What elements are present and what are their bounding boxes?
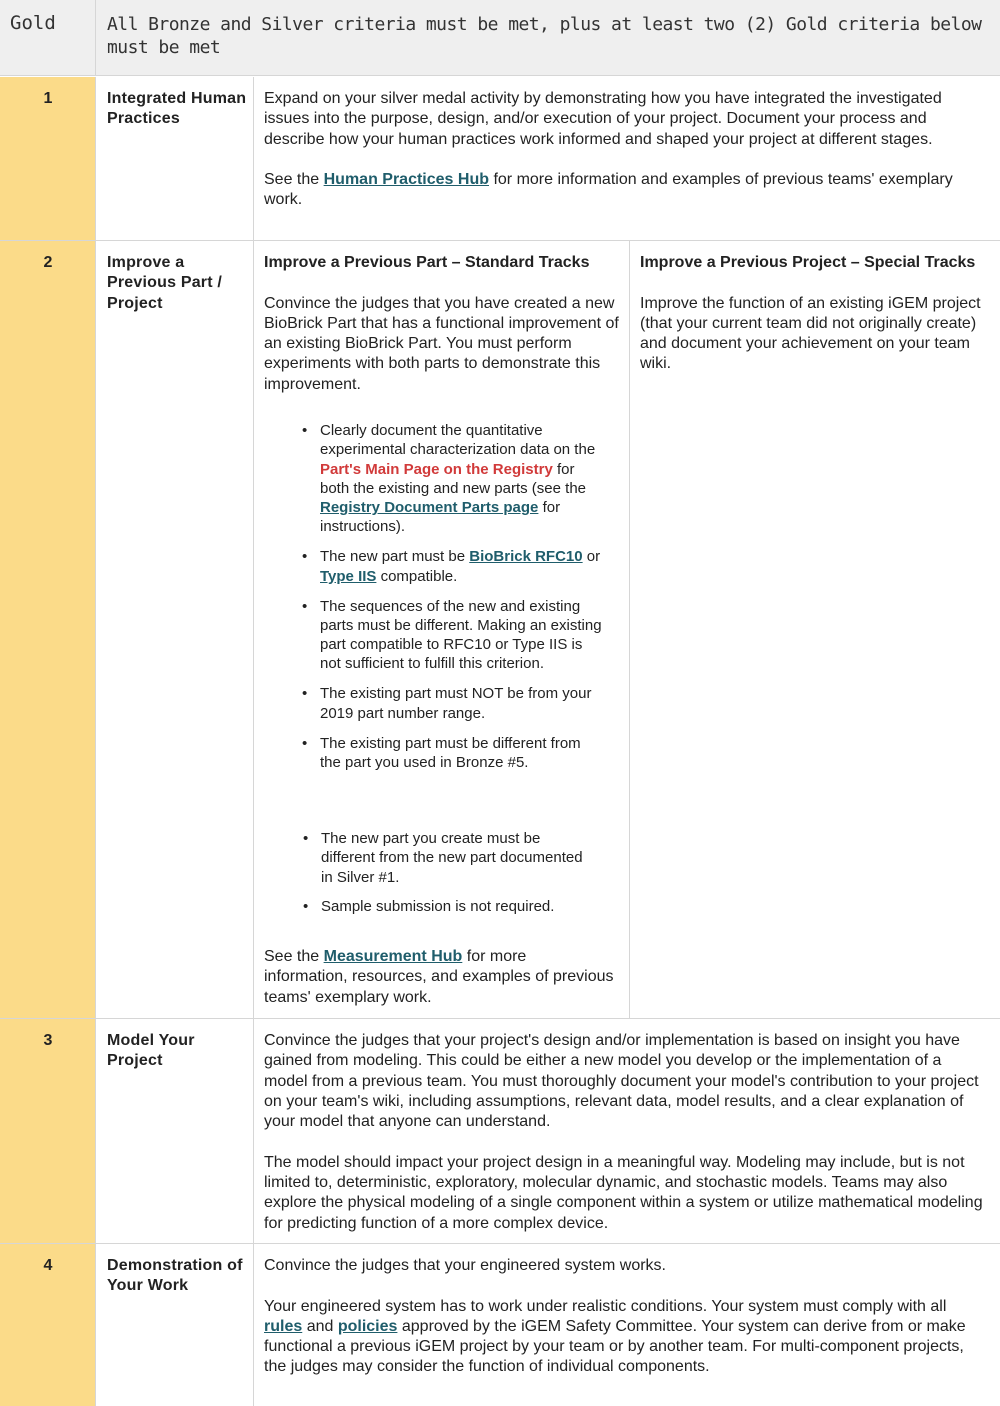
- description-paragraph: See the Human Practices Hub for more information and examples of previous teams' exemplary work.: [264, 171, 953, 209]
- list-item: • Clearly document the quantitative experimental characterization data on the Part's Main Page on the Registry for both the existing and new parts (see the Registry Document Parts page for instructions).: [320, 421, 602, 537]
- criterion-number-cell: [0, 77, 96, 240]
- criterion-description: [264, 1256, 989, 1398]
- criterion-number: 1: [43, 90, 53, 107]
- special-tracks-text: Improve the function of an existing iGEM project (that your current team did not originally create) and document your achievement on your team wiki.: [640, 294, 981, 373]
- criterion-number: 2: [43, 254, 53, 271]
- human-practices-hub-link[interactable]: Human Practices Hub: [323, 171, 489, 189]
- description-paragraph: Your engineered system has to work under realistic conditions. Your system must comply with all rules and policies approved by the iGEM Safety Committee. Your system can derive from or make functional a previous iGEM project by your team or by another team. For multi-component projects, the judges may consider the function of individual components.: [264, 1297, 966, 1376]
- list-item: • The existing part must NOT be from your 2019 part number range.: [320, 684, 602, 723]
- column-divider: [253, 241, 254, 1018]
- registry-document-parts-link[interactable]: Registry Document Parts page: [320, 499, 539, 517]
- criterion-description: [264, 1031, 989, 1254]
- standard-tracks-intro: Convince the judges that you have created a new BioBrick Part that has a functional improvement of an existing BioBrick Part. You must perform experiments with both parts to demonstrate this improvement.: [264, 294, 619, 393]
- biobrick-rfc10-link[interactable]: BioBrick RFC10: [469, 548, 583, 566]
- level-cell: [0, 0, 96, 76]
- criterion-title: Improve a Previous Part / Project: [107, 254, 223, 312]
- description-paragraph: Convince the judges that your project's design and/or implementation is based on insight you have gained from modeling. This could be either a new model you develop or the implementation of a model from a previous team. You must thoroughly document your model's contribution to your project on your team's wiki, including assumptions, relevant data, model results, and a clear explanation of your model that anyone can understand.: [264, 1032, 979, 1131]
- type-iis-link[interactable]: Type IIS: [320, 567, 377, 585]
- column-divider: [253, 77, 254, 240]
- criterion-title: Model Your Project: [107, 1032, 195, 1070]
- criterion-number: 3: [43, 1032, 53, 1049]
- list-item: • Sample submission is not required.: [321, 897, 593, 916]
- list-item: • The sequences of the new and existing parts must be different. Making an existing part compatible to RFC10 or Type IIS is not sufficient to fulfill this criterion.: [320, 597, 602, 674]
- criterion-number-cell: [0, 241, 96, 1018]
- list-item: • The new part must be BioBrick RFC10 or Type IIS compatible.: [320, 547, 602, 586]
- criterion-number: 4: [43, 1257, 53, 1274]
- header-text: All Bronze and Silver criteria must be met, plus at least two (2) Gold criteria below must be met: [107, 14, 982, 58]
- requirements-list: [320, 421, 602, 783]
- criterion-title: Integrated Human Practices: [107, 90, 247, 128]
- list-item: • The new part you create must be different from the new part documented in Silver #1.: [321, 829, 593, 887]
- criterion-description: [264, 89, 989, 231]
- registry-main-page-highlight: Part's Main Page on the Registry: [320, 460, 553, 478]
- column-divider: [253, 1244, 254, 1406]
- requirements-list-continued: [321, 829, 593, 927]
- column-divider: [253, 1019, 254, 1243]
- standard-tracks-column: [264, 253, 620, 415]
- policies-link[interactable]: policies: [337, 1317, 398, 1335]
- description-paragraph: Convince the judges that your engineered system works.: [264, 1257, 666, 1274]
- criterion-row-1: [0, 77, 1000, 241]
- level-label: Gold: [10, 12, 56, 34]
- rules-link[interactable]: rules: [264, 1317, 303, 1335]
- special-tracks-heading: Improve a Previous Project – Special Tracks: [640, 254, 976, 271]
- criterion-number-cell: [0, 1244, 96, 1406]
- column-divider: [629, 241, 630, 1018]
- standard-tracks-heading: Improve a Previous Part – Standard Tracks: [264, 254, 590, 271]
- criterion-number-cell: [0, 1019, 96, 1243]
- criterion-row-4: [0, 1244, 1000, 1406]
- measurement-hub-link[interactable]: Measurement Hub: [323, 948, 463, 965]
- table-header: [0, 0, 1000, 76]
- description-paragraph: The model should impact your project design in a meaningful way. Modeling may include, but is not limited to, deterministic, exploratory, molecular dynamic, and stochastic models. Teams may also explore the physical modeling of a single component within a system or utilize mathematical modeling for predicting function of a more complex device.: [264, 1153, 983, 1232]
- criterion-row-3: [0, 1019, 1000, 1244]
- criterion-title: Demonstration of Your Work: [107, 1257, 243, 1295]
- list-item: • The existing part must be different from the part you used in Bronze #5.: [320, 734, 602, 773]
- criterion-row-2: [0, 241, 1000, 1019]
- special-tracks-column: [640, 253, 990, 395]
- description-paragraph: Expand on your silver medal activity by demonstrating how you have integrated the investigated issues into the purpose, design, and/or execution of your project. Document your process and describe how your human practices work informed and shaped your project at different stages.: [264, 90, 942, 148]
- measurement-hub-note: See the Measurement Hub for more information, resources, and examples of previous teams' exemplary work.: [264, 948, 614, 1006]
